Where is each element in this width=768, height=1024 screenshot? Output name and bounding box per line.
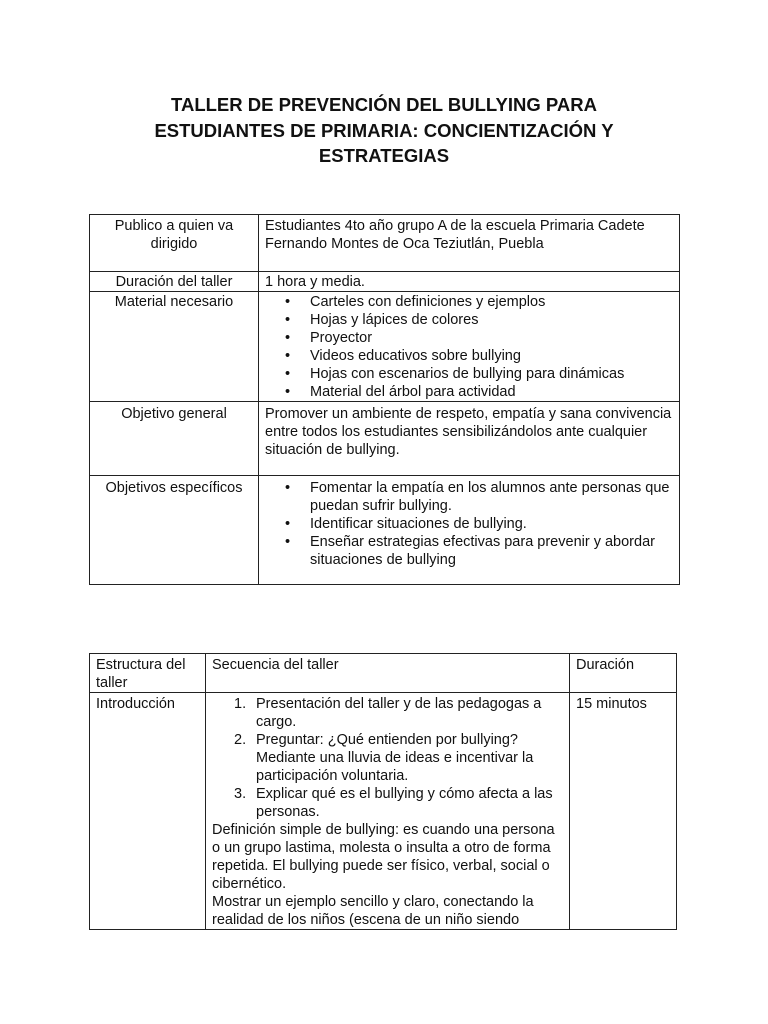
steps-list xyxy=(212,695,563,821)
step-text: Explicar qué es el bullying y cómo afecta a las personas. xyxy=(256,786,553,820)
step-text: Presentación del taller y de las pedagogas a cargo. xyxy=(256,696,542,730)
objetivos-especificos-cell xyxy=(259,476,680,585)
table-row xyxy=(90,272,680,292)
header-estructura: Estructura del taller xyxy=(90,654,206,693)
list-item: • Hojas y lápices de colores xyxy=(310,311,673,329)
material-list xyxy=(265,293,673,401)
publico-value: Estudiantes 4to año grupo A de la escuela Primaria Cadete Fernando Montes de Oca Teziutlán, Puebla xyxy=(259,215,680,272)
objetivo-general-label: Objetivo general xyxy=(90,402,259,476)
title-line-3: ESTRATEGIAS xyxy=(318,145,450,166)
list-item xyxy=(234,731,563,785)
table-row xyxy=(90,402,680,476)
publico-label: Publico a quien va dirigido xyxy=(90,215,259,272)
duration-cell: 15 minutos xyxy=(570,693,677,930)
table-row xyxy=(90,693,677,930)
list-item: • Hojas con escenarios de bullying para dinámicas xyxy=(310,365,673,383)
material-label: Material necesario xyxy=(90,292,259,402)
list-item xyxy=(234,785,563,821)
sequence-cell xyxy=(206,693,570,930)
step-number: 3. xyxy=(234,786,247,802)
objetivo-general-value: Promover un ambiente de respeto, empatía y sana convivencia entre todos los estudiantes sensibilizándolos ante cualquier situación de bullying. xyxy=(259,402,680,476)
duracion-label: Duración del taller xyxy=(90,272,259,292)
document-title xyxy=(90,92,678,169)
table-row xyxy=(90,215,680,272)
table-row xyxy=(90,476,680,585)
workshop-info-table xyxy=(89,214,680,585)
list-item xyxy=(234,695,563,731)
list-item: • Enseñar estrategias efectivas para prevenir y abordar situaciones de bullying xyxy=(310,533,673,569)
duracion-value: 1 hora y media. xyxy=(259,272,680,292)
header-secuencia: Secuencia del taller xyxy=(206,654,570,693)
title-line-2: ESTUDIANTES DE PRIMARIA: CONCIENTIZACIÓN Y xyxy=(154,119,614,141)
header-duracion: Duración xyxy=(570,654,677,693)
list-item: • Fomentar la empatía en los alumnos ante personas que puedan sufrir bullying. xyxy=(310,479,673,515)
step-number: 2. xyxy=(234,732,247,748)
objetivos-list xyxy=(265,479,673,569)
workshop-sequence-table xyxy=(89,653,677,930)
title-line-1: TALLER DE PREVENCIÓN DEL BULLYING PARA xyxy=(171,94,597,115)
list-item: • Proyector xyxy=(310,329,673,347)
table-header-row xyxy=(90,654,677,693)
material-cell xyxy=(259,292,680,402)
list-item: • Identificar situaciones de bullying. xyxy=(310,515,673,533)
list-item: • Carteles con definiciones y ejemplos xyxy=(310,293,673,311)
table-row xyxy=(90,292,680,402)
example-paragraph: Mostrar un ejemplo sencillo y claro, conectando la realidad de los niños (escena de un niño siendo xyxy=(212,894,534,928)
step-number: 1. xyxy=(234,696,247,712)
structure-cell: Introducción xyxy=(90,693,206,930)
list-item: • Videos educativos sobre bullying xyxy=(310,347,673,365)
objetivos-especificos-label: Objetivos específicos xyxy=(90,476,259,585)
step-text: Preguntar: ¿Qué entienden por bullying? Mediante una lluvia de ideas e incentivar la participación voluntaria. xyxy=(256,732,534,784)
list-item: • Material del árbol para actividad xyxy=(310,383,673,401)
definition-paragraph: Definición simple de bullying: es cuando una persona o un grupo lastima, molesta o insulta a otro de forma repetida. El bullying puede ser físico, verbal, social o cibernético. xyxy=(212,822,555,892)
